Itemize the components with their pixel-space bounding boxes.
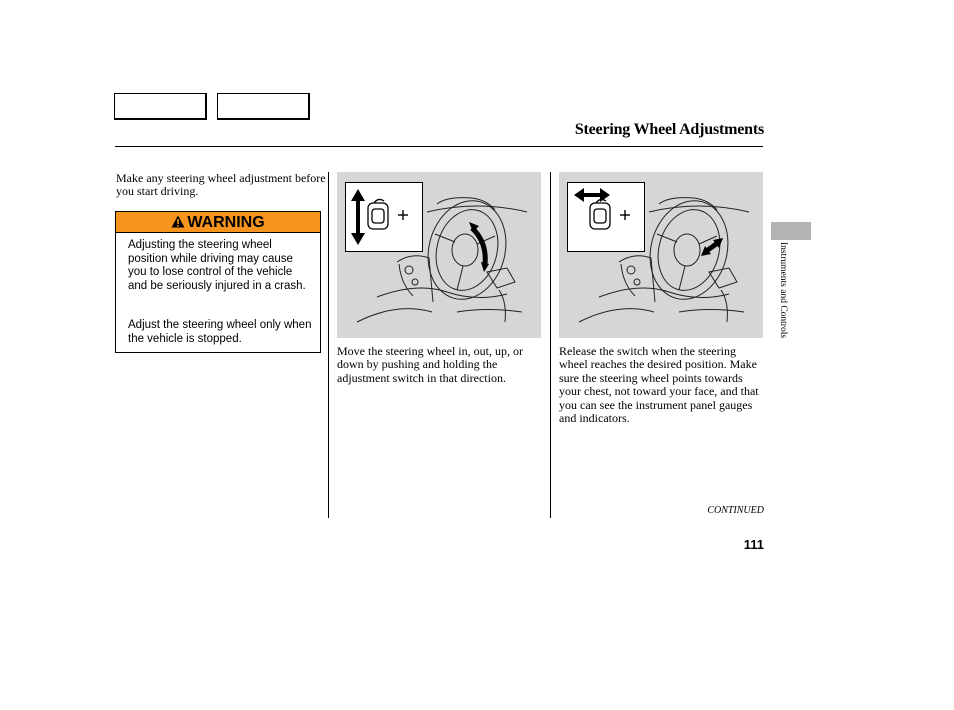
warning-header: [116, 212, 320, 233]
column-divider-1: [328, 172, 329, 518]
cross-arrow-icon: [398, 210, 408, 220]
section-tab-label: Instruments and Controls: [778, 242, 788, 339]
intro-text: Make any steering wheel adjustment before you start driving.: [116, 171, 326, 199]
caption-telescope: Release the switch when the steering wheel reaches the desired position. Make sure the steering wheel points towards your chest, not toward your face, and that you can see the instrument panel gauges and indicators.: [559, 344, 759, 426]
nav-box-left[interactable]: [114, 93, 207, 120]
vertical-arrow-icon: [351, 189, 365, 245]
cross-arrow-icon: [620, 210, 630, 220]
adjust-lever-icon: [590, 199, 610, 229]
page-title: Steering Wheel Adjustments: [574, 121, 764, 138]
title-rule: [115, 146, 763, 147]
section-tab[interactable]: [771, 222, 811, 240]
section-tab-label-wrap: [778, 242, 788, 392]
column-divider-2: [550, 172, 551, 518]
curved-arrow-icon: [469, 222, 489, 272]
switch-inset: [345, 182, 423, 252]
warning-paragraph-1: Adjusting the steering wheel position while driving may cause you to lose control of the vehicle and be seriously injured in a crash.: [128, 239, 306, 292]
illustration-telescope: [559, 172, 763, 338]
warning-box: [115, 211, 321, 353]
continued-label: CONTINUED: [707, 505, 764, 516]
caption-tilt: Move the steering wheel in, out, up, or down by pushing and holding the adjustment switch in that direction.: [337, 344, 523, 385]
page-number: 111: [743, 537, 764, 552]
warning-label: WARNING: [187, 214, 265, 231]
switch-inset: [567, 182, 645, 252]
warning-paragraph-2: Adjust the steering wheel only when the vehicle is stopped.: [128, 319, 312, 345]
illustration-tilt: [337, 172, 541, 338]
adjust-lever-icon: [368, 199, 388, 229]
warning-triangle-icon: [171, 215, 185, 228]
nav-box-right[interactable]: [217, 93, 310, 120]
